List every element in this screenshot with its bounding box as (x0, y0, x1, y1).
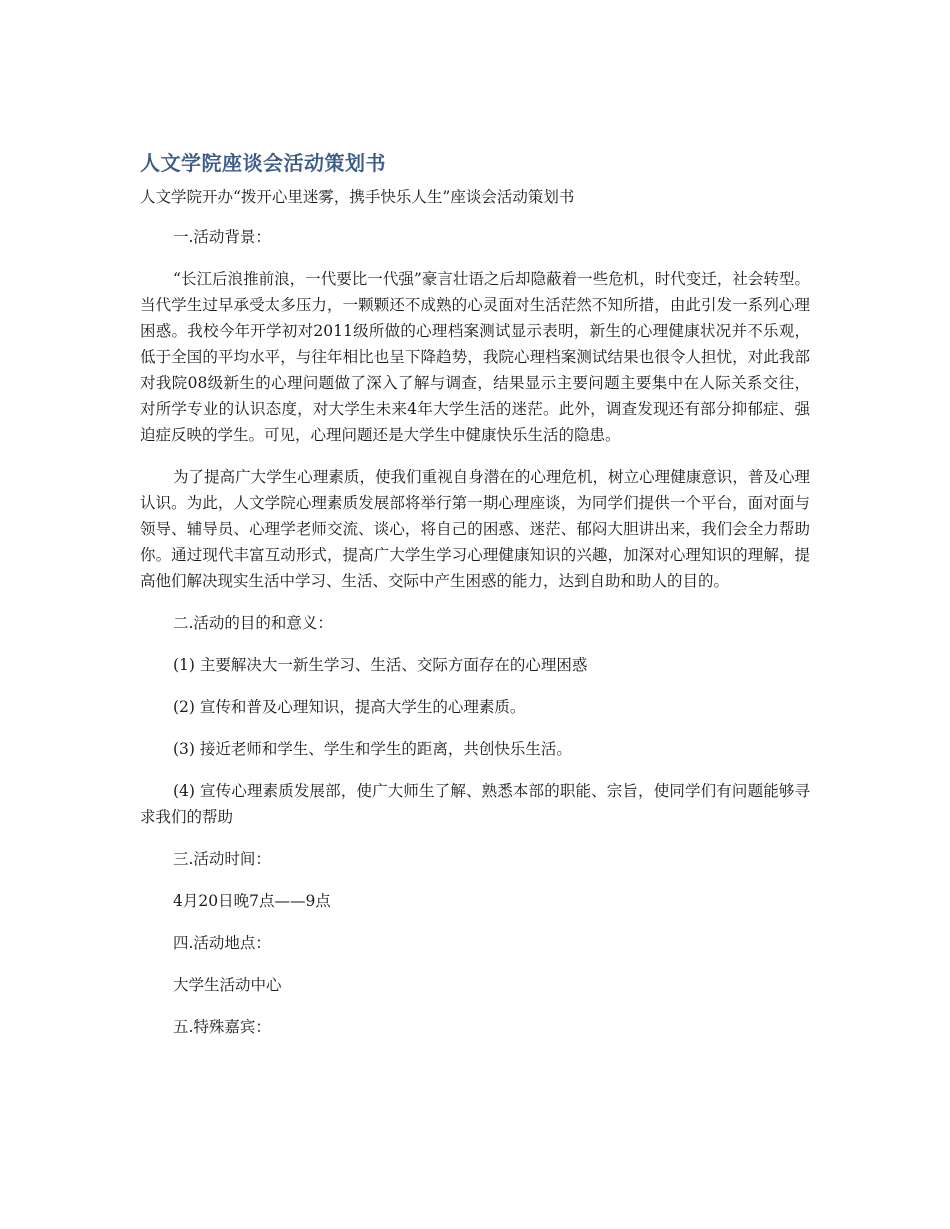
background-paragraph-1: “长江后浪推前浪，一代要比一代强”豪言壮语之后却隐蔽着一些危机，时代变迁，社会转型。当代学生过早承受太多压力，一颗颗还不成熟的心灵面对生活茫然不知所措，由此引发一系列心理困惑。我校今年开学初对2011级所做的心理档案测试显示表明，新生的心理健康状况并不乐观，低于全国的平均水平，与往年相比也呈下降趋势，我院心理档案测试结果也很令人担忧，对此我部对我院08级新生的心理问题做了深入了解与调查，结果显示主要问题主要集中在人际关系交往，对所学专业的认识态度，对大学生未来4年大学生活的迷茫。此外，调查发现还有部分抑郁症、强迫症反映的学生。可见，心理问题还是大学生中健康快乐生活的隐患。 (140, 270, 810, 444)
section-heading-background: 一.活动背景： (173, 228, 271, 246)
purpose-item-4: (4) 宣传心理素质发展部，使广大师生了解、熟悉本部的职能、宗旨，使同学们有问题能够寻求我们的帮助 (140, 782, 810, 826)
section-heading-guests: 五.特殊嘉宾： (173, 1018, 271, 1036)
purpose-item-2: (2) 宣传和普及心理知识，提高大学生的心理素质。 (173, 698, 526, 716)
section-heading-purpose: 二.活动的目的和意义： (173, 614, 333, 632)
activity-time: 4月20日晚7点——9点 (173, 892, 331, 910)
activity-location: 大学生活动中心 (173, 976, 282, 994)
document-subtitle: 人文学院开办“拨开心里迷雾，携手快乐人生”座谈会活动策划书 (140, 188, 575, 206)
document-page (140, 148, 810, 1056)
document-title: 人文学院座谈会活动策划书 (140, 151, 386, 175)
section-heading-location: 四.活动地点： (173, 934, 271, 952)
background-paragraph-2: 为了提高广大学生心理素质，使我们重视自身潜在的心理危机，树立心理健康意识，普及心理认识。为此，人文学院心理素质发展部将举行第一期心理座谈，为同学们提供一个平台，面对面与领导、辅导员、心理学老师交流、谈心，将自己的困惑、迷茫、郁闷大胆讲出来，我们会全力帮助你。通过现代丰富互动形式，提高广大学生学习心理健康知识的兴趣，加深对心理知识的理解，提高他们解决现实生活中学习、生活、交际中产生困惑的能力，达到自助和助人的目的。 (140, 468, 810, 590)
section-heading-time: 三.活动时间： (173, 850, 271, 868)
purpose-item-3: (3) 接近老师和学生、学生和学生的距离，共创快乐生活。 (173, 740, 572, 758)
purpose-item-1: (1) 主要解决大一新生学习、生活、交际方面存在的心理困惑 (173, 656, 588, 674)
